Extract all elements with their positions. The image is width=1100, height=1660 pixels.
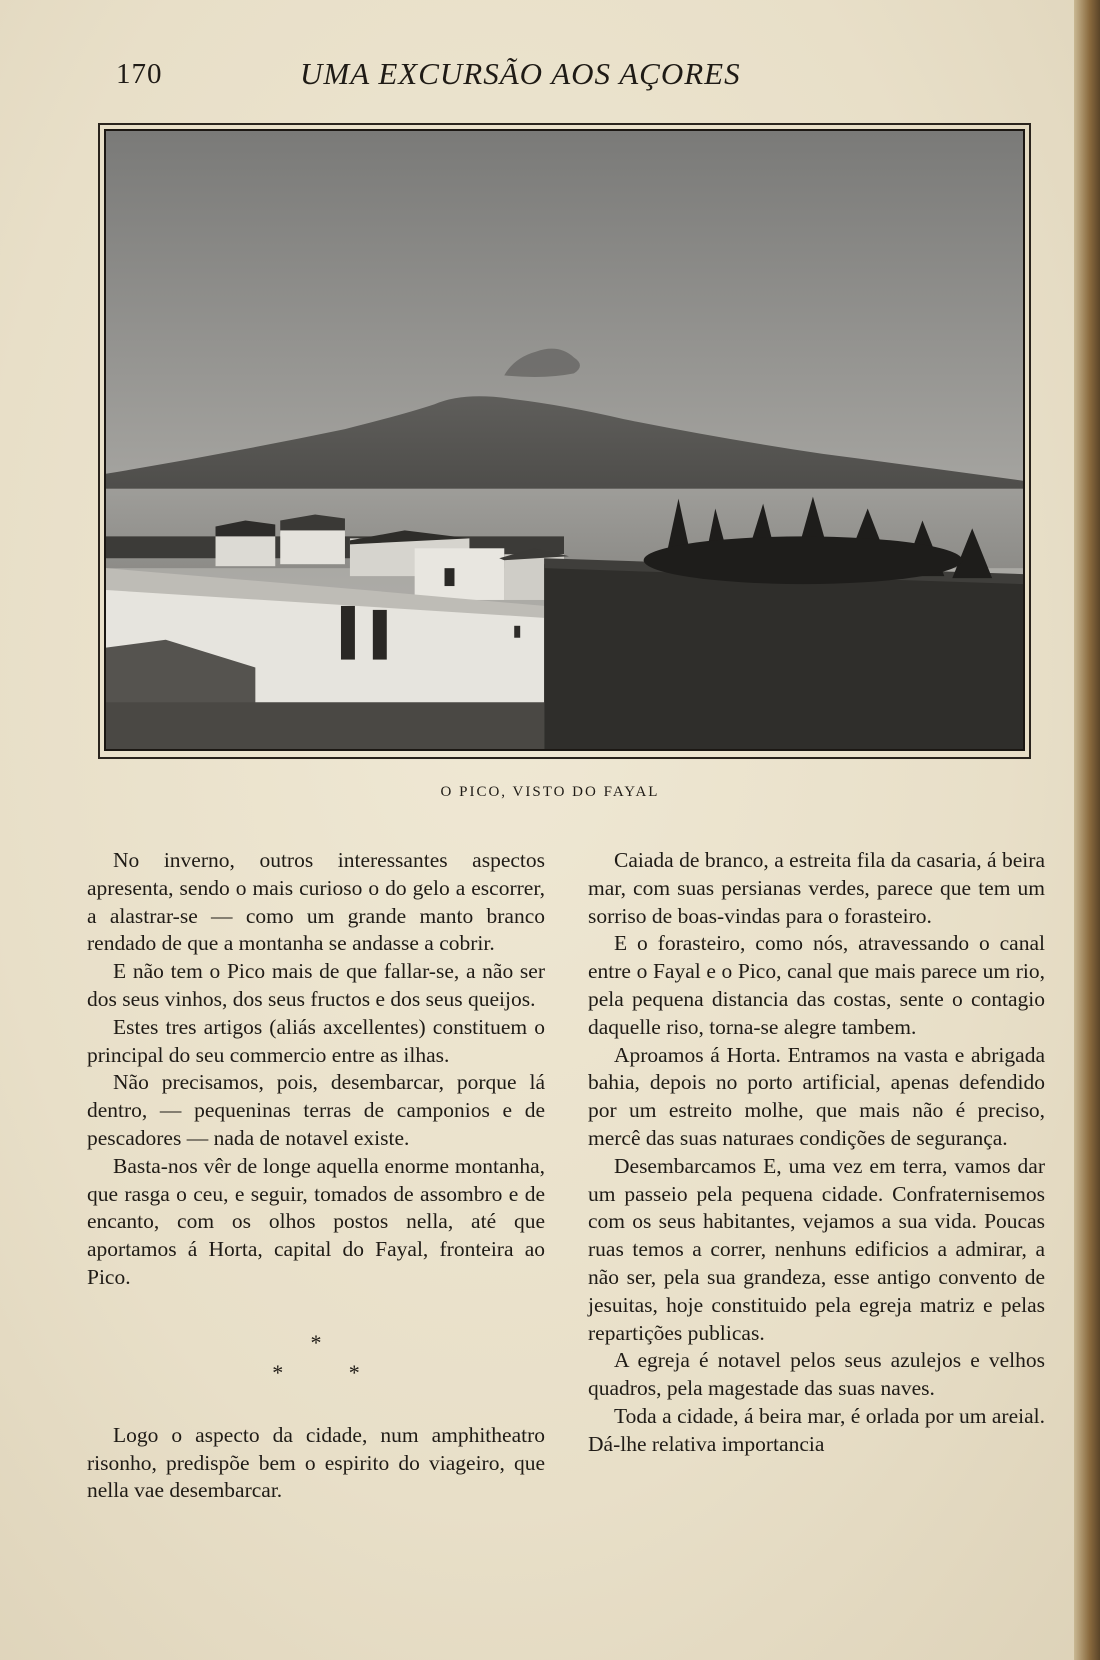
paragraph: Toda a cidade, á beira mar, é orlada por um areial. Dá-lhe relativa importancia xyxy=(588,1403,1045,1456)
photograph-pico-from-fayal xyxy=(104,129,1025,751)
house-4 xyxy=(415,548,505,600)
paragraph: Logo o aspecto da cidade, num amphitheatro risonho, predispõe bem o espirito do viageiro, que nella vae desembarcar. xyxy=(87,1422,545,1503)
paragraph: E o forasteiro, como nós, atravessando o canal entre o Fayal e o Pico, canal que mais parece um rio, pela pequena distancia das costas, sente o contagio daquelle riso, torna-se alegre tambem. xyxy=(588,931,1045,1039)
lamp xyxy=(514,626,520,638)
page-edge-shadow xyxy=(1074,0,1100,1660)
dark-wall-right xyxy=(544,564,1023,749)
paragraph: A egreja é notavel pelos seus azulejos e velhos quadros, pela magestade das suas naves. xyxy=(588,1348,1045,1401)
paragraph: Estes tres artigos (aliás axcellentes) constituem o principal do seu commercio entre as ilhas. xyxy=(87,1014,545,1067)
photo-illustration xyxy=(106,131,1023,749)
paragraph: E não tem o Pico mais de que fallar-se, a não ser dos seus vinhos, dos seus fructos e dos seus queijos. xyxy=(87,959,545,1011)
asterism-bottom: * * xyxy=(272,1359,390,1385)
paragraph: No inverno, outros interessantes aspectos apresenta, sendo o mais curioso o do gelo a escorrer, a alastrar-se — como um grande manto branco rendado de que a montanha se andasse a cobrir. xyxy=(87,848,545,956)
page-number: 170 xyxy=(116,58,163,90)
paragraph: Basta-nos vêr de longe aquella enorme montanha, que rasga o ceu, e seguir, tomados de assombro e de encanto, com os olhos postos nella, até que aportamos á Horta, capital do Fayal, fronteira ao Pico. xyxy=(87,1153,545,1289)
paragraph: Caiada de branco, a estreita fila da casaria, á beira mar, com suas persianas verdes, parece que tem um sorriso de boas-vindas para o forasteiro. xyxy=(588,848,1045,928)
section-ornament xyxy=(87,1328,545,1388)
paragraph: Desembarcamos E, uma vez em terra, vamos dar um passeio pela pequena cidade. Confraternisemos com os seus habitantes, vejamos a sua vida. Poucas ruas temos a correr, nenhuns edificios a admirar, a não ser, pela sua grandeza, esse antigo convento de jesuitas, hoje constituido pela egreja matriz e pelas repartições publicas. xyxy=(588,1153,1045,1345)
paragraph: Não precisamos, pois, desembarcar, porque lá dentro, — pequeninas terras de camponios e de pescadores — nada de notavel existe. xyxy=(87,1070,545,1150)
left-column xyxy=(87,847,545,1505)
asterism-top: * xyxy=(310,1329,322,1355)
house-2 xyxy=(280,530,345,564)
figure-caption: O PICO, VISTO DO FAYAL xyxy=(440,784,660,800)
ground xyxy=(106,702,544,749)
running-title: UMA EXCURSÃO AOS AÇORES xyxy=(300,56,741,91)
door-1 xyxy=(341,606,355,660)
right-column xyxy=(588,847,1045,1459)
paragraph: Aproamos á Horta. Entramos na vasta e abrigada bahia, depois no porto artificial, apenas defendido por um estreito molhe, que mais não é preciso, mercê das suas naturaes condições de segurança. xyxy=(588,1042,1045,1150)
door-2 xyxy=(373,610,387,660)
house-4-window xyxy=(445,568,455,586)
house-1 xyxy=(216,536,276,566)
